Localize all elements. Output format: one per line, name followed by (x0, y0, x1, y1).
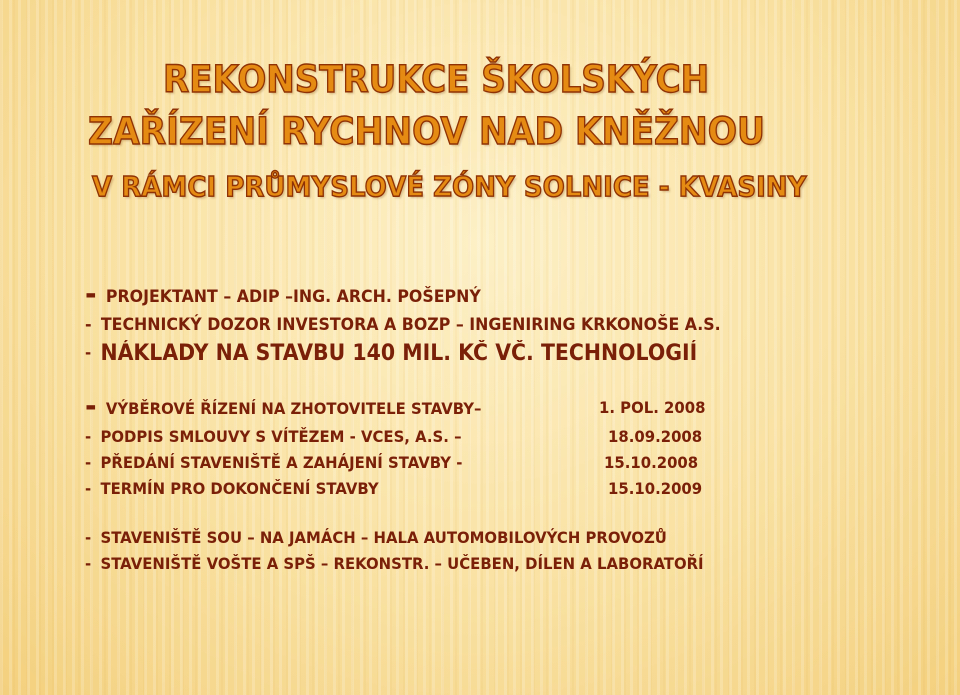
item-predani-staveniste-text: PŘEDÁNÍ STAVENIŠTĚ A ZAHÁJENÍ STAVBY - (100, 453, 463, 472)
title-line-2: ZAŘÍZENÍ RYCHNOV NAD KNĚŽNOU (88, 110, 765, 153)
item-podpis-smlouvy (85, 427, 462, 446)
bullet-dash: - (85, 343, 92, 362)
item-predani-staveniste (85, 453, 462, 472)
item-technicky-dozor-text: TECHNICKÝ DOZOR INVESTORA A BOZP – INGENIRING KRKONOŠE A.S. (100, 315, 721, 335)
bullet-dash: - (85, 479, 92, 498)
item-technicky-dozor (85, 315, 721, 335)
item-vyberove-rizeni (85, 389, 482, 424)
bullet-dash: - (85, 554, 92, 573)
date-podpis-smlouvy: 18.09.2008 (608, 427, 703, 446)
date-termin-dokonceni: 15.10.2009 (608, 479, 703, 498)
date-vyberove-rizeni: 1. POL. 2008 (599, 398, 706, 417)
item-staveniste-voste-text: STAVENIŠTĚ VOŠTE A SPŠ – REKONSTR. – UČEBEN, DÍLEN A LABORATOŘÍ (100, 554, 704, 573)
item-naklady-text: NÁKLADY NA STAVBU 140 MIL. KČ VČ. TECHNOLOGIÍ (100, 341, 698, 366)
bullet-dash: - (85, 277, 97, 312)
bullet-dash: - (85, 389, 97, 424)
bullet-dash: - (85, 528, 92, 547)
item-staveniste-sou (85, 528, 667, 547)
item-projektant (85, 277, 481, 312)
item-vyberove-rizeni-text: VÝBĚROVÉ ŘÍZENÍ NA ZHOTOVITELE STAVBY– (105, 399, 482, 418)
date-predani-staveniste: 15.10.2008 (604, 453, 699, 472)
subtitle-line: V RÁMCI PRŮMYSLOVÉ ZÓNY SOLNICE - KVASINY (92, 170, 807, 203)
title-line-1: REKONSTRUKCE ŠKOLSKÝCH (163, 58, 710, 101)
item-termin-dokonceni-text: TERMÍN PRO DOKONČENÍ STAVBY (100, 479, 379, 498)
item-projektant-text: PROJEKTANT – ADIP –ING. ARCH. POŠEPNÝ (105, 287, 481, 307)
item-staveniste-voste (85, 554, 704, 573)
item-naklady (85, 341, 697, 366)
item-podpis-smlouvy-text: PODPIS SMLOUVY S VÍTĚZEM - VCES, A.S. – (100, 427, 462, 446)
bullet-dash: - (85, 453, 92, 472)
item-staveniste-sou-text: STAVENIŠTĚ SOU – NA JAMÁCH – HALA AUTOMOBILOVÝCH PROVOZŮ (100, 528, 667, 547)
bullet-dash: - (85, 427, 92, 446)
bullet-dash: - (85, 315, 92, 335)
item-termin-dokonceni (85, 479, 379, 498)
